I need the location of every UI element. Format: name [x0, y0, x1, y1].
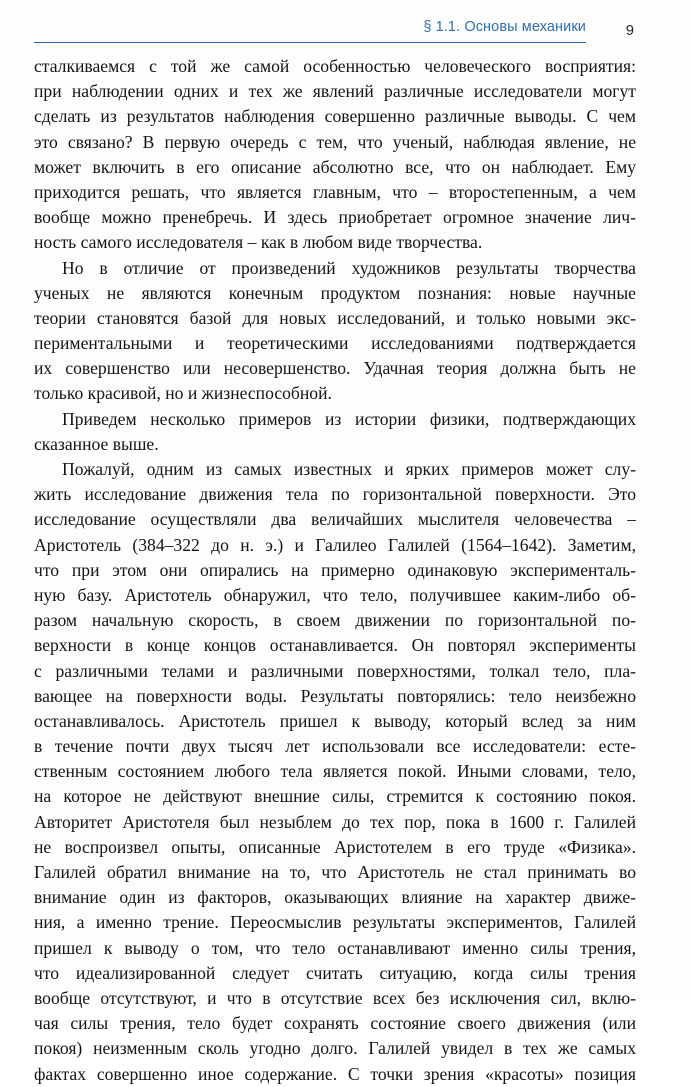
text-line: Авторитет Аристотеля был незыблем до тех пор, пока в 1600 г. Галилей — [34, 811, 636, 832]
body-text — [34, 54, 636, 1087]
text-line: что при этом они опирались на примерно одинаковую эксперименталь- — [34, 559, 636, 580]
text-line: на которое не действуют внешние силы, стремится к состоянию покоя. — [34, 786, 636, 807]
text-line: с различными телами и различными поверхностями, толкал тело, пла- — [34, 660, 636, 681]
text-line: ученых не являются конечным продуктом познания: новые научные — [34, 282, 636, 303]
running-header — [34, 18, 634, 46]
text-line: ственным состоянием любого тела является покой. Иными словами, тело, — [34, 761, 636, 782]
text-line: внимание один из факторов, оказывающих влияние на характер движе- — [34, 887, 636, 908]
text-line: разом начальную скорость, в своем движении по горизонтальной по- — [34, 610, 636, 631]
text-line: это связано? В первую очередь с тем, что ученый, наблюдая явление, не — [34, 131, 636, 152]
section-title: § 1.1. Основы механики — [423, 19, 586, 35]
text-line: не воспроизвел опыты, описанные Аристотелем в его труде «Физика». — [34, 836, 636, 857]
text-line: вообще отсутствуют, и что в отсутствие всех без исключения сил, вклю- — [34, 987, 636, 1008]
text-line: теории становятся базой для новых исследований, и только новыми экс- — [34, 307, 636, 328]
text-line: вообще можно пренебречь. И здесь приобретает огромное значение лич- — [34, 207, 636, 228]
text-line: фактах совершенно иное содержание. С точки зрения «красоты» позиция — [34, 1063, 636, 1084]
text-line: сталкиваемся с той же самой особенностью человеческого восприятия: — [34, 56, 636, 76]
text-line: вающее на поверхности воды. Результаты повторялись: тело неизбежно — [34, 685, 636, 706]
text-line: ность самого исследователя – как в любом виде творчества. — [34, 232, 483, 253]
text-line: может включить в его описание абсолютно все, что он наблюдает. Ему — [34, 156, 636, 177]
text-line: пришел к выводу о том, что тело останавливают именно силы трения, — [34, 937, 636, 958]
text-line: сделать из результатов наблюдения совершенно различные выводы. С чем — [34, 106, 636, 127]
text-line: только красивой, но и жизнеспособной. — [34, 383, 332, 404]
text-line: исследование осуществляли два величайших мыслителя человечества – — [34, 509, 636, 530]
header-rule — [34, 42, 586, 43]
text-line: их совершенство или несовершенство. Удачная теория должна быть не — [34, 358, 636, 379]
text-line: жить исследование движения тела по горизонтальной поверхности. Это — [34, 484, 636, 505]
text-line: Пожалуй, одним из самых известных и ярких примеров может слу- — [62, 459, 636, 479]
text-line: чая силы трения, тело будет сохранять состояние своего движения (или — [34, 1013, 636, 1034]
text-line: ную базу. Аристотель обнаружил, что тело, получившее каким-либо об- — [34, 584, 636, 605]
text-line: приходится решать, что является главным, что – второстепенным, а чем — [34, 181, 636, 202]
text-line: останавливалось. Аристотель пришел к выводу, который вслед за ним — [34, 710, 636, 731]
text-line: покоя) неизменным сколь угодно долго. Галилей увидел в тех же самых — [34, 1038, 636, 1059]
text-line: ния, а именно трение. Переосмыслив результаты экспериментов, Галилей — [34, 912, 636, 933]
text-line: Аристотель (384–322 до н. э.) и Галилео Галилей (1564–1642). Заметим, — [34, 534, 636, 555]
text-line: Но в отличие от произведений художников результаты творчества — [62, 257, 636, 278]
text-line: сказанное выше. — [34, 433, 159, 454]
text-line: в течение почти двух тысяч лет использовали все исследователи: есте- — [34, 736, 636, 757]
text-line: что идеализированной следует считать ситуацию, когда силы трения — [34, 962, 636, 983]
text-line: верхности в конце концов останавливается. Он повторял эксперименты — [34, 635, 636, 656]
text-line: Галилей обратил внимание на то, что Аристотель не стал принимать во — [34, 862, 636, 882]
text-line: периментальными и теоретическими исследованиями подтверждается — [34, 333, 636, 354]
text-line: при наблюдении одних и тех же явлений различные исследователи могут — [34, 81, 636, 102]
page-number: 9 — [625, 23, 634, 39]
text-line: Приведем несколько примеров из истории физики, подтверждающих — [62, 408, 636, 429]
